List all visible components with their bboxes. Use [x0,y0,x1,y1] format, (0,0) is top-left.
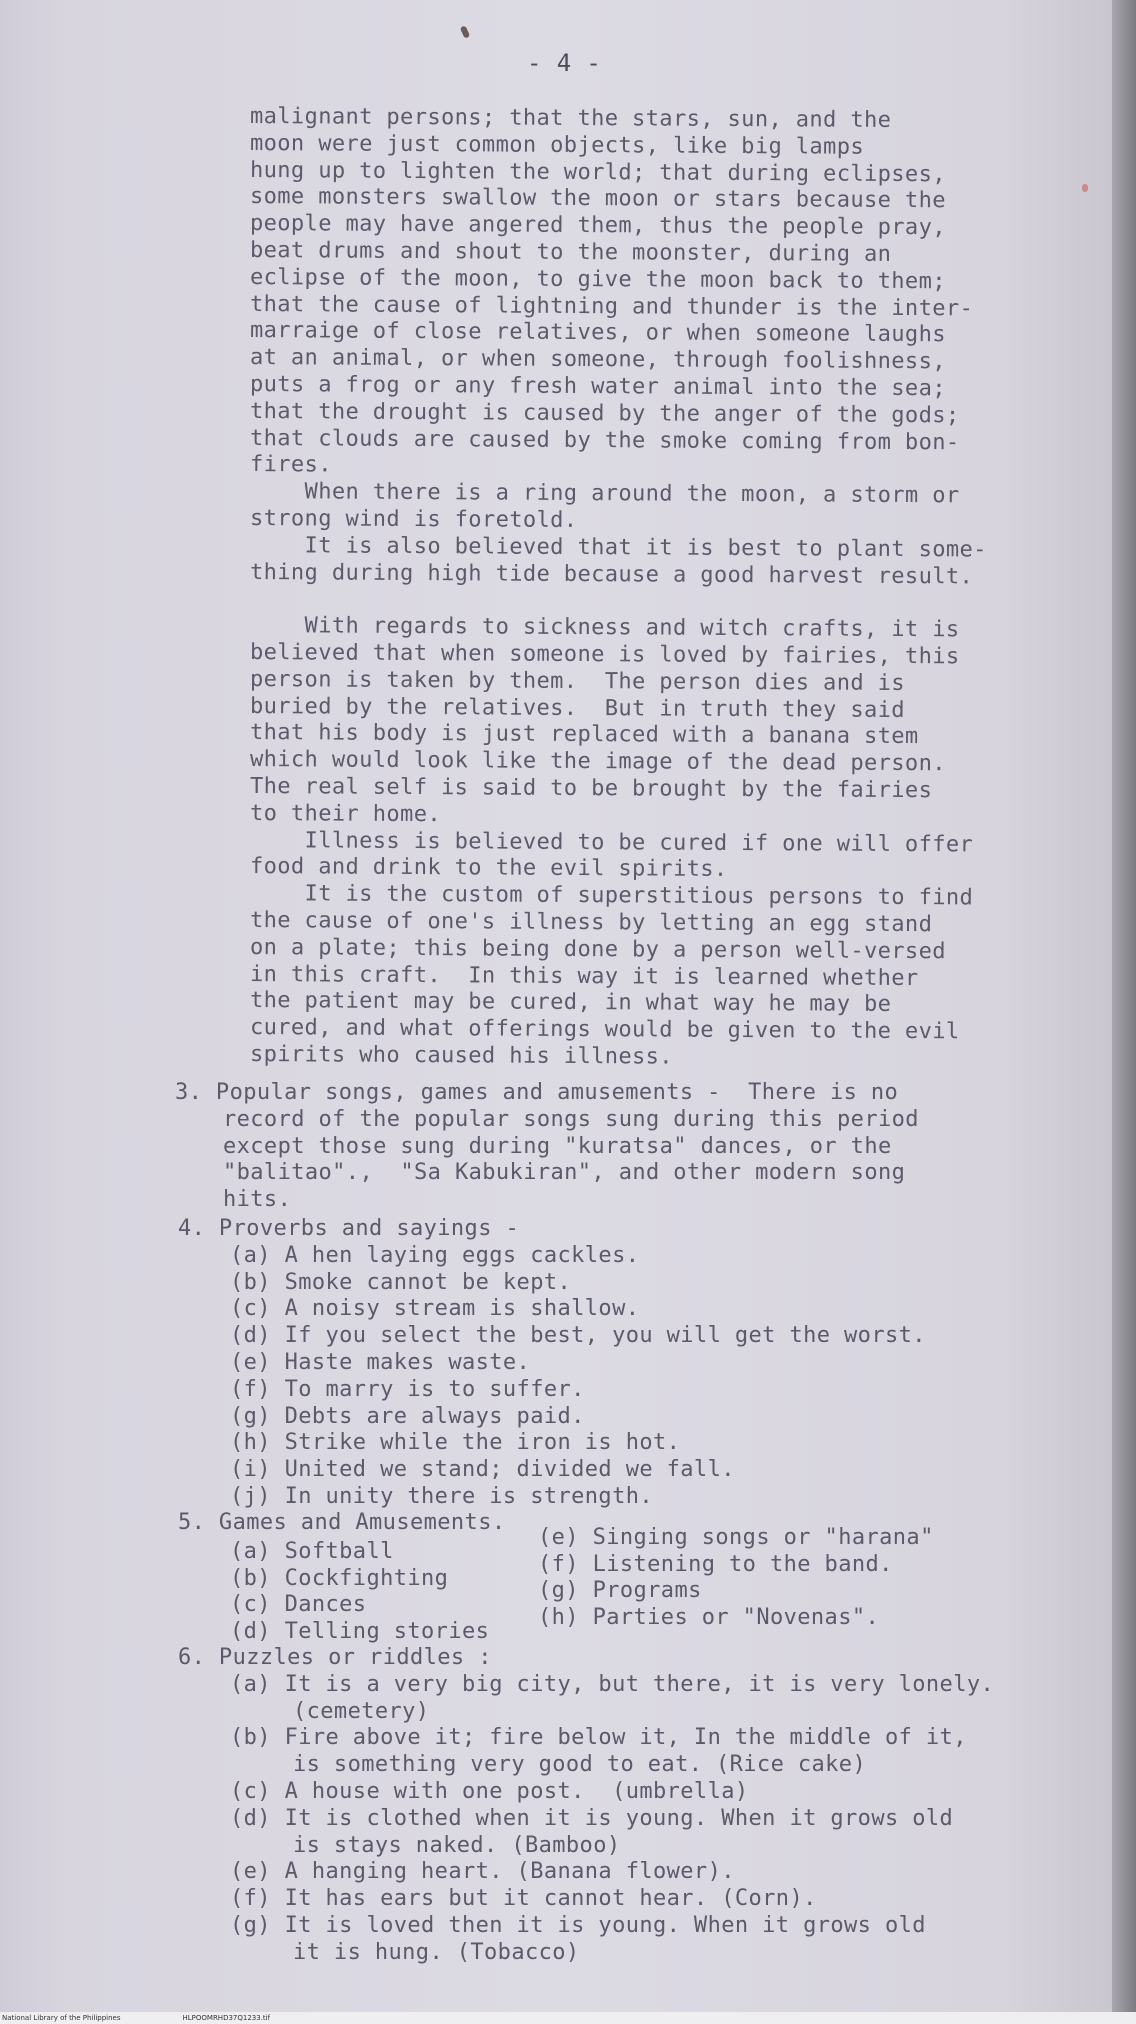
section-heading: 4. Proverbs and sayings - [178,1216,520,1241]
body-line: cured, and what offerings would be given to the evil [249,1015,960,1045]
list-item: (e) Haste makes waste. [230,1349,531,1375]
body-line: fires. [249,452,332,478]
body-line: The real self is said to be brought by the fairies [249,773,933,804]
body-line: that the cause of lightning and thunder is the inter- [249,291,974,321]
list-item: (h) Strike while the iron is hot. [230,1430,681,1456]
list-item: (d) It is clothed when it is young. When it grows old [230,1805,954,1831]
list-item: (c) A house with one post. (umbrella) [230,1778,749,1804]
section-riddles [178,1645,994,1967]
body-line: moon were just common objects, like big lamps [249,130,865,160]
body-line: malignant persons; that the stars, sun, and the [249,104,892,133]
footer-library: National Library of the Philippines [2,2014,121,2022]
list-item: (j) In unity there is strength. [230,1483,653,1509]
ink-mark [460,25,471,38]
body-line: When there is a ring around the moon, a storm or [249,479,960,509]
footer-file-id: HLPOOMRHD37Q1233.tif [182,2014,271,2022]
body-line: some monsters swallow the moon or stars because the [249,184,946,214]
body-line: that the drought is caused by the anger of the gods; [249,398,960,429]
list-item: (g) It is loved then it is young. When it grows old [230,1912,926,1938]
list-item-continuation: (cemetery) [293,1698,430,1724]
list-item: (e) A hanging heart. (Banana flower). [230,1859,735,1885]
section-line: record of the popular songs sung during this period [223,1106,919,1132]
list-item: (c) A noisy stream is shallow. [230,1296,640,1322]
list-item: (e) Singing songs or "harana" [538,1524,934,1550]
list-item: (b) Fire above it; fire below it, In the middle of it, [230,1725,967,1751]
body-line: people may have angered them, thus the people pray, [249,211,946,241]
games-left-column [178,1539,538,1646]
section-line: "balitao"., "Sa Kabukiran", and other modern song [223,1160,906,1186]
list-item: (c) Dances [230,1592,367,1618]
body-line: hung up to lighten the world; that during eclipses, [249,157,946,187]
list-item: (g) Debts are always paid. [230,1403,585,1429]
body-line: believed that when someone is loved by fairies, this [249,639,960,670]
body-paragraphs [250,104,1110,1069]
list-item: (d) If you select the best, you will get the worst. [230,1323,926,1349]
list-item-continuation: is stays naked. (Bamboo) [293,1832,621,1858]
body-line: person is taken by them. The person dies and is [249,666,906,696]
list-item: (g) Programs [538,1578,702,1604]
body-line: It is also believed that it is best to plant some- [249,532,987,563]
body-line: thing during high tide because a good harvest result. [249,559,974,589]
list-item: (b) Smoke cannot be kept. [230,1269,572,1295]
body-line: puts a frog or any fresh water animal into the sea; [249,371,946,402]
body-line: to their home. [249,800,442,827]
section-line: hits. [223,1187,292,1213]
list-item-continuation: it is hung. (Tobacco) [293,1939,580,1965]
list-item: (f) It has ears but it cannot hear. (Corn). [230,1886,817,1912]
list-item: (b) Cockfighting [230,1565,449,1591]
body-line: marraige of close relatives, or when someone laughs [249,318,946,348]
body-line: on a plate; this being done by a person well-versed [249,934,946,964]
body-line: beat drums and shout to the moonster, during an [249,237,892,267]
section-popular-songs [175,1080,919,1214]
list-item-continuation: is something very good to eat. (Rice cake) [293,1752,867,1778]
body-line: spirits who caused his illness. [249,1041,674,1070]
body-line: at an animal, or when someone, through foolishness, [249,345,946,375]
games-columns [178,1524,958,1646]
list-item: (i) United we stand; divided we fall. [230,1457,735,1483]
section-heading: 6. Puzzles or riddles : [178,1645,492,1670]
body-line: the patient may be cured, in what way he may be [249,988,892,1018]
list-item: (h) Parties or "Novenas". [538,1605,880,1631]
games-right-column [538,1525,958,1646]
list-item: (f) Listening to the band. [538,1551,893,1577]
body-line: food and drink to the evil spirits. [249,854,728,883]
scan-footer [0,2012,1136,2024]
body-line: It is the custom of superstitious persons to find [249,881,974,911]
body-line: which would look like the image of the dead person. [249,747,946,777]
body-line: that his body is just replaced with a banana stem [249,720,919,750]
section-proverbs [178,1216,926,1511]
list-item: (f) To marry is to suffer. [230,1376,585,1402]
list-item: (a) It is a very big city, but there, it is very lonely. [230,1671,995,1697]
body-line: in this craft. In this way it is learned whether [249,961,919,991]
body-line: eclipse of the moon, to give the moon back to them; [249,264,946,295]
section-heading: 5. Games and Amusements. [178,1510,506,1535]
body-line: buried by the relatives. But in truth they said [249,693,906,723]
body-line: that clouds are caused by the smoke coming from bon- [249,425,960,455]
list-item: (d) Telling stories [230,1619,490,1645]
scan-edge [1112,0,1136,2024]
section-line: except those sung during "kuratsa" dances, or the [223,1133,892,1159]
body-line: the cause of one's illness by letting an egg stand [249,907,933,938]
proverb-list [178,1243,926,1511]
body-line: strong wind is foretold. [249,505,578,533]
section-heading: 3. Popular songs, games and amusements - There is no [175,1080,899,1105]
list-item: (a) Softball [230,1538,394,1564]
page-number: - 4 - [527,49,602,77]
body-line: Illness is believed to be cured if one will offer [249,827,974,857]
list-item: (a) A hen laying eggs cackles. [230,1242,640,1268]
section-games [178,1510,958,1646]
body-line: With regards to sickness and witch crafts, it is [249,613,960,643]
